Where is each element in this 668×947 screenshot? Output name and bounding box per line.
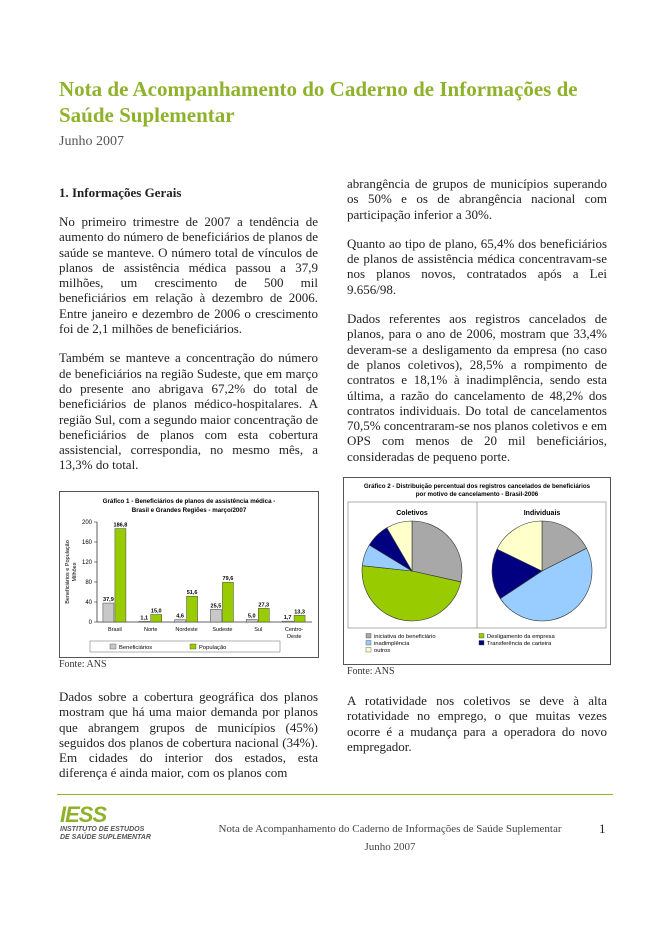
legend-swatch [110,644,116,649]
pie-title: Individuais [523,510,561,517]
bar-value-label: 4,6 [176,613,184,620]
y-tick-label: 120 [81,560,92,566]
pie-chart-svg [344,478,610,664]
chart-title: Brasil e Grandes Regiões - março/2007 [131,507,247,514]
y-axis-label: Milhões [72,562,78,582]
legend-swatch [366,641,371,646]
chart-title: por motivo de cancelamento - Brasil-2006 [415,491,539,498]
footer-text [200,820,580,856]
legend-swatch [190,644,196,649]
legend-label: iniciativa do beneficiário [374,634,436,640]
bar [258,608,269,622]
y-tick-label: 160 [81,540,92,546]
paragraph: Também se manteve a concentração do número de beneficiários na região Sudeste, que em março do presente ano abrigava 67,2% do total de beneficiários de planos médico-hospitalares. A região Sul, com a segundo maior concentração de beneficiários de planos com esta cobertura assistencial, correspondia, no mesmo mês, a 13,3% do total. [59,350,318,473]
x-tick-label: Oeste [286,634,302,640]
logo-subtitle: DE SAÚDE SUPLEMENTAR [60,834,151,841]
logo-subtitle: INSTITUTO DE ESTUDOS [60,826,145,833]
y-tick-label: 0 [88,620,92,626]
bar [222,582,233,622]
x-tick-label: Brasil [108,627,122,633]
bar-value-label: 37,9 [103,597,114,604]
y-tick-label: 80 [85,580,92,586]
chart-title: Gráfico 2 - Distribuição percentual dos registros cancelados de beneficiários [363,483,591,490]
chart2-source: Fonte: ANS [347,666,395,677]
paragraph: No primeiro trimestre de 2007 a tendência de aumento do número de beneficiários de planos de saúde se manteve. O número total de vínculos de planos de assistência médica passou a 37,9 milhões, um crescimento de 500 mil beneficiários em relação à dezembro de 2006. Entre janeiro e dezembro de 2006 o crescimento foi de 2,1 milhões de beneficiários. [59,214,318,337]
legend-label: inadimplência [374,641,410,647]
bar-value-label: 1,7 [283,615,292,622]
bar [103,603,114,622]
bar [187,596,198,622]
y-tick-label: 40 [85,600,92,606]
logo-mark: IESS [60,802,107,827]
left-column [59,185,318,487]
legend-swatch [366,648,371,653]
chart-title: Gráfico 1 - Beneficiários de planos de assistência médica - [102,498,276,505]
y-axis-label: Beneficiários e População [65,540,71,604]
bar-chart [59,491,319,658]
page-number: 1 [599,821,606,836]
legend-label: Beneficiários [119,645,153,651]
bar-value-label: 15,0 [150,608,162,615]
y-tick-label: 200 [81,520,92,526]
x-tick-label: Norte [144,627,158,633]
bar-chart-svg [60,492,318,657]
legend-label: População [199,645,227,651]
paragraph: A rotatividade nos coletivos se deve à alta rotatividade no emprego, o que muitas vezes ocorre é a mudança para a operadora do novo empregador. [347,693,607,754]
paragraph: Quanto ao tipo de plano, 65,4% dos beneficiários de planos de assistência médica concentravam-se nos planos novos, contratados após a Lei 9.656/98. [347,235,607,297]
paragraph: Dados sobre a cobertura geográfica dos planos mostram que há uma maior demanda por planos que abrangem grupos de municípios (45%) seguidos dos planos de cobertura nacional (34%). Em cidades do interior dos estados, esta diferença é ainda maior, com os planos com [59,689,318,781]
legend-swatch [479,641,484,646]
legend-label: Transferência de carteira [487,641,552,647]
legend-swatch [366,634,371,639]
bar [115,529,126,622]
bar [151,615,162,623]
bar [294,615,305,622]
pie-chart [343,477,611,665]
x-tick-label: Centro- [284,627,304,633]
bar-value-label: 5,0 [247,613,256,620]
bar [282,621,293,622]
bar-value-label: 13,3 [294,609,305,616]
legend-label: outros [374,648,391,654]
bar-value-label: 1,1 [140,615,149,622]
right-column [347,176,607,478]
footer-title: Nota de Acompanhamento do Caderno de Informações de Saúde Suplementar [218,823,562,835]
x-tick-label: Sudeste [212,627,233,633]
iess-logo [60,804,151,842]
chart1-source: Fonte: ANS [59,659,107,670]
legend-label: Desligamento da empresa [487,634,555,640]
bar-value-label: 186,8 [113,522,128,529]
paragraph: Dados referentes aos registros cancelados de planos, para o ano de 2006, mostram que 33,4% deveram-se a desligamento da empresa (no caso de planos coletivos), 28,5% a rompimento de contratos e 18,1% à inadimplência, sendo esta última, a razão do cancelamento de 48,2% dos contratos individuais. Do total de cancelamentos 70,5% concentraram-se nos planos coletivos e em OPS com menos de 20 mil beneficiários, consideradas de pequeno porte. [347,311,607,464]
x-tick-label: Sul [254,627,263,633]
section-heading: 1. Informações Gerais [59,185,182,200]
x-tick-label: Nordeste [175,627,198,633]
bar-value-label: 25,5 [210,603,222,610]
legend-swatch [479,634,484,639]
bar [246,620,257,623]
paragraph: abrangência de grupos de municípios superando os 50% e os de abrangência nacional com participação inferior a 30%. [347,176,607,222]
bar [210,609,221,622]
bar-value-label: 79,6 [222,576,234,583]
document-title: Nota de Acompanhamento do Caderno de Informações de Saúde Suplementar [59,77,578,127]
document-date: Junho 2007 [59,134,124,149]
bar-value-label: 27,3 [258,602,270,609]
footer-divider [57,794,613,795]
footer-date: Junho 2007 [364,841,416,853]
bar [139,621,150,622]
pie-title: Coletivos [396,510,428,517]
bar-value-label: 51,6 [186,590,198,597]
bar [175,620,186,622]
